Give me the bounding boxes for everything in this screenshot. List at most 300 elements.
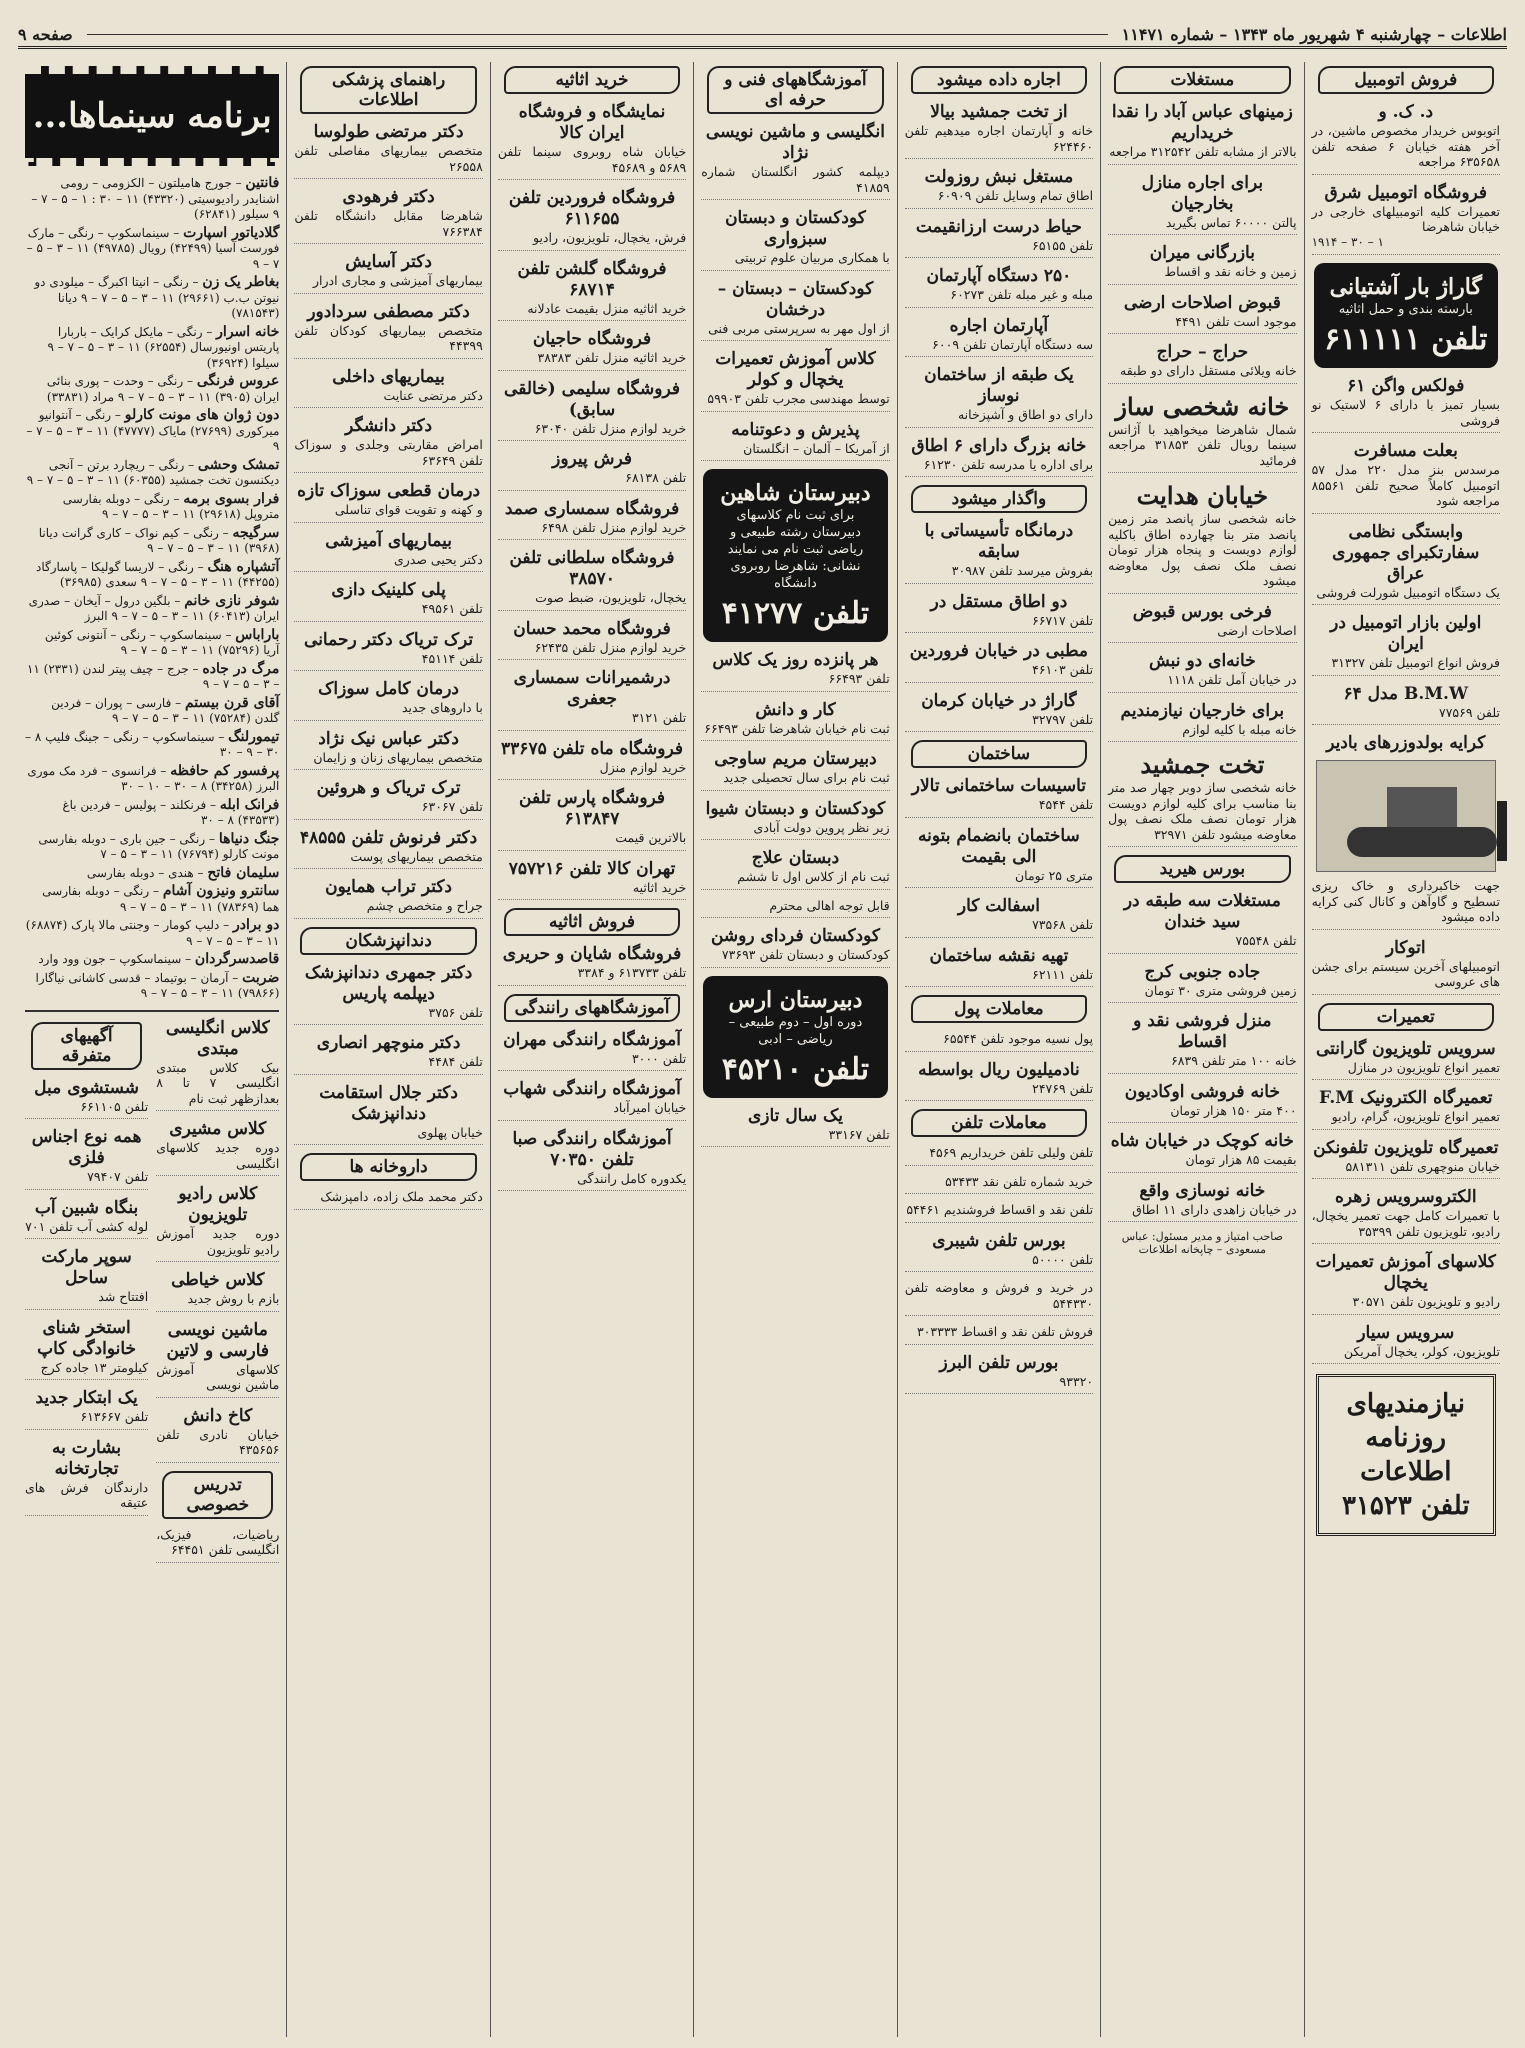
ad-body: بازم با روش جدید: [187, 1291, 280, 1306]
ad-body: تلفن ۴۵۴۴: [1038, 797, 1094, 812]
ad-title: جاده جنوبی کرج: [1144, 961, 1261, 982]
film-title: پرفسور کم حافظه: [170, 762, 280, 779]
classified-ad: [1312, 102, 1500, 175]
ad-body: تعمیر انواع تلویزیون در منازل: [1347, 1059, 1500, 1075]
column-cars: [1304, 62, 1507, 2037]
ad-title: فروشگاه محمد حسان: [513, 618, 671, 639]
classified-ad: [156, 1119, 279, 1176]
classified-ad: [905, 521, 1093, 584]
ad-title: فرخی بورس قبوض: [1132, 601, 1272, 622]
ad-body: در خرید و فروش و معاوضه تلفن ۵۴۴۳۳۰: [904, 1280, 1094, 1311]
ad-body: تلفن ۷۹۴۰۷: [87, 1169, 149, 1184]
ad-body: تلفن ۶۱۳۶۶۷: [80, 1409, 149, 1424]
classified-ad: [701, 650, 889, 692]
classified-ad: [701, 799, 889, 841]
ad-title: مستغل نبش روزولت: [924, 167, 1074, 187]
film-details: – سینماسکوپ – رنگی – مارک فورست آسیا (۴۲۴۹۹) رویال (۴۹۷۸۵) ۱۱ – ۳ – ۵ – ۷ – ۹: [26, 225, 280, 271]
ad-title: دو اطاق مستقل در: [930, 591, 1068, 612]
classified-ad: [498, 859, 686, 901]
ad-title: فروشگاه سمساری صمد: [504, 498, 680, 519]
ad-title: یک ابتکار جدید: [35, 1388, 138, 1408]
film-details: – سینماسکوپ – جون وود وارد: [38, 952, 192, 966]
classified-ad: [498, 548, 686, 611]
ad-body: و کهنه و تقویت قوای تناسلی: [334, 502, 483, 517]
ad-title: بشارت به تجارتخانه: [52, 1437, 122, 1479]
film-details: – هندی – دوبله بفارسی: [86, 865, 204, 880]
ad-body: تلفن ۴۴۸۴: [428, 1054, 483, 1069]
ad-body: خرید اثاثیه منزل بقیمت عادلانه: [527, 300, 687, 316]
classified-ad: [498, 329, 686, 371]
ad-body: امراض مقاربتی وجلدی و سوزاک تلفن ۶۳۶۴۹: [294, 437, 483, 468]
classified-ad: [294, 122, 482, 179]
film-title: دون ژوان های مونت کارلو: [124, 407, 280, 423]
classified-ad: [1108, 1181, 1296, 1223]
film-details: – رنگی – انیتا اکبرگ – میلودی دو نیوتن ب.ب (۲۹۶۶۱) ۱۱ – ۳ – ۵ – ۷ – ۹ دیانا (۷۸۱۵۴۳): [34, 275, 280, 320]
ad-body: متری ۲۵ تومان: [1014, 867, 1094, 883]
ad-body: تلفن ۶۸۱۳۸: [625, 470, 687, 485]
cinema-item: [25, 492, 279, 523]
film-title: قاصدسرگردان: [194, 951, 280, 967]
classified-ad: [294, 963, 482, 1026]
classified-ad: [294, 778, 482, 820]
column-medical: [286, 62, 489, 2037]
ad-title: درمان کامل سوزاک: [318, 679, 459, 699]
ad-code: ۱۹۱۴ – ۳۰ – ۱: [1311, 234, 1384, 249]
classified-ad: [1108, 293, 1296, 335]
classified-ad: [701, 208, 889, 271]
classified-ad: [25, 1388, 148, 1430]
ad-title: سوپر مارکت ساحل: [41, 1247, 132, 1288]
ad-title: بورس تلفن البرز: [939, 1352, 1059, 1373]
cinema-item: [25, 526, 279, 557]
ad-title: حراج – حراج: [1156, 342, 1249, 362]
ad-title: دکتر مرتضی طولوسا: [313, 122, 464, 142]
ad-body: دکتر مرتضی عنایت: [383, 387, 483, 403]
ettelaat-classifieds-promo-box: [1316, 1374, 1496, 1536]
classified-ad: [1108, 392, 1296, 474]
misc-ads-left: [156, 1018, 279, 1571]
cinema-item: [25, 952, 279, 968]
promo-line-1: نیازمندیهای: [1346, 1389, 1466, 1419]
film-details: – فارسی – پوران – فردین گلدن (۷۵۲۸۴) ۱۱ – ۳ – ۵ – ۷ – ۹: [51, 695, 280, 725]
classified-ad: [498, 619, 686, 661]
classified-ad: [905, 826, 1093, 889]
cinema-listing: [25, 176, 279, 1002]
header-rule: [87, 34, 1108, 35]
ad-title: دکتر تراب همایون: [325, 877, 452, 897]
ad-title: برای خارجیان نیازمندیم: [1120, 700, 1285, 721]
ad-body: زمین و خانه نقد و اقساط: [1164, 264, 1297, 279]
classified-ad: [1312, 938, 1500, 995]
ad-title: فروشگاه سلطانی تلفن ۳۸۵۷۰: [509, 548, 675, 589]
ad-body: یکدوره کامل رانندگی: [577, 1170, 687, 1186]
ad-title: دکتر آسایش: [345, 252, 432, 272]
classified-ad: [905, 1060, 1093, 1102]
classified-ad: [905, 592, 1093, 634]
ad-body: تلفن ۳۷۵۶: [428, 1004, 483, 1020]
film-details: – رنگی – مایکل کرایک – باربارا پاریتس اونیورسال (۶۲۵۵۴) ۱۱ – ۳ – ۵ – ۷ – ۹ سیلوا (۳۶۹۲۴): [47, 324, 280, 370]
classified-ad: [1108, 891, 1296, 954]
film-title: خانه اسرار: [216, 323, 280, 340]
ad-title: زمینهای عباس آباد را نقدا خریداریم: [1111, 102, 1293, 143]
classified-ad: [1108, 342, 1296, 384]
section-header-education: آموزشگاههای فنی و حرفه ای: [707, 66, 883, 114]
ad-body: اطاق تمام وسایل تلفن ۶۰۹۰۹: [937, 188, 1094, 203]
film-title: سرگیجه: [232, 524, 280, 541]
classified-ad: [294, 302, 482, 359]
ad-title: دکتر فرنوش تلفن ۴۸۵۵۵: [299, 827, 478, 848]
film-details: – رنگی – جین باری – دوبله بفارسی مونت کارلو (۷۶۷۹۴) ۱۱ – ۳ – ۵ – ۷: [38, 831, 280, 861]
classified-ad: [1108, 602, 1296, 644]
section-header-dentists: دندانپزشکان: [300, 927, 476, 955]
ad-body: تلفن ۳۲۷۹۷: [1032, 711, 1094, 727]
classified-ad: [294, 367, 482, 409]
ad-body: خانه مبله با کلیه لوازم: [1182, 721, 1297, 737]
shahin-high-school-ad-box: [703, 469, 887, 642]
ad-title: اسفالت کار: [957, 896, 1040, 916]
film-details: – سینماسکوپ – رنگی – جینگ فلیپ ۸ – ۳۰ – ۹ – ۳۰: [24, 729, 280, 759]
classified-ad: [1108, 1082, 1296, 1124]
ad-body: مرسدس بنز مدل ۲۲۰ مدل ۵۷ اتومبیل کاملاً صحیح تلفن ۸۵۵۶۱ مراجعه شود: [1311, 462, 1500, 508]
ad-body: تلفن ۴۹۵۶۱: [421, 601, 483, 616]
classified-ad: [905, 1324, 1093, 1345]
ad-body: تعمیر انواع تلویزیون، گرام، رادیو: [1331, 1109, 1500, 1124]
film-title: جنگ دنیاها: [218, 830, 280, 847]
classified-ad: [25, 1127, 148, 1190]
classified-ad: [294, 679, 482, 721]
classified-ad: [1108, 750, 1296, 847]
section-header-repairs: تعمیرات: [1318, 1003, 1494, 1031]
ad-title: کرایه بولدوزرهای بادیر: [1326, 733, 1486, 753]
ad-title: کلاسهای آموزش تعمیرات یخچال: [1315, 1252, 1496, 1293]
classified-ad: [156, 1184, 279, 1262]
classified-ad: [701, 420, 889, 462]
ad-title: فولکس واگن ۶۱: [1347, 376, 1465, 396]
classified-ad: [294, 416, 482, 473]
ad-title: کودکستان و دبستان شیوا: [705, 798, 886, 819]
film-title: گلادیاتور اسپارت: [183, 224, 280, 241]
film-title: باراباس: [235, 626, 280, 643]
classified-ad: [498, 188, 686, 251]
ad-title: ترک تریاک دکتر رحمانی: [304, 629, 474, 650]
ad-title: آپارتمان اجاره: [949, 315, 1049, 336]
ad-body: خیابان امیرآباد: [613, 1100, 687, 1115]
film-details: – دلیپ کومار – وجنتی مالا پارک (۶۸۸۷۴) ۱۱ – ۳ – ۵ – ۷ – ۹: [25, 918, 280, 948]
classified-ad: [701, 349, 889, 412]
film-title: دو برادر: [233, 917, 280, 933]
ad-body: بیک کلاس مبتدی انگلیسی ۷ تا ۸ بعدازظهر ثبت نام: [156, 1059, 280, 1106]
classified-ad: [701, 700, 889, 742]
ad-title: برای اجاره منازل بخارجیان: [1141, 172, 1264, 214]
classified-ad: [25, 1198, 148, 1240]
ad-body: تلفن ۶۳۰۶۷: [421, 799, 483, 814]
classified-ad: [1312, 684, 1500, 726]
ad-title: خانه‌ای دو نبش: [1148, 651, 1256, 671]
film-title: آتشپاره هنگ: [207, 558, 280, 575]
ad-title: خانه شخصی ساز: [1115, 391, 1290, 421]
misc-ads-right: [25, 1018, 148, 1571]
ad-body: دارای دو اطاق و آشپزخانه: [957, 407, 1094, 422]
cinema-item: [25, 798, 279, 829]
ad-body: شاهرضا مقابل دانشگاه تلفن ۷۶۶۳۸۴: [294, 208, 483, 239]
classified-ad: [905, 1280, 1093, 1316]
ad-body: تلفن ۶۱۳۷۳۳ و ۳۳۸۴: [577, 965, 687, 980]
classified-ad: [1108, 1131, 1296, 1173]
ad-title: دکتر دانشگر: [345, 416, 433, 436]
ad-body: مبله و غیر مبله تلفن ۶۰۲۷۳: [950, 287, 1094, 302]
section-header-furniture-buy: خرید اثاثیه: [504, 66, 680, 94]
ad-title: خانه فروشی اوکادیون: [1124, 1081, 1280, 1102]
classified-ad: [498, 788, 686, 851]
classified-ad: [1108, 243, 1296, 285]
cinema-item: [25, 884, 279, 915]
ad-body: ریاضیات، فیزیک، انگلیسی تلفن ۶۴۴۵۱: [156, 1526, 280, 1557]
classified-ad: [498, 668, 686, 731]
ad-body: فروش تلفن نقد و اقساط ۳۰۳۳۳۳: [916, 1324, 1094, 1339]
ad-title: اولین بازار اتومبیل در ایران: [1330, 613, 1482, 654]
cinema-item: [25, 226, 279, 273]
ad-title: فروشگاه شایان و حریری: [502, 944, 682, 964]
film-title: فانتین: [245, 175, 280, 191]
ad-title: تخت جمشید: [1140, 750, 1265, 779]
bulldozer-blade-shape: [1497, 801, 1507, 861]
ad-title: کودکستان و دبستان سبزواری: [725, 208, 866, 249]
ad-body: توسط مهندسی مجرب تلفن ۵۹۹۰۳: [707, 391, 890, 406]
ad-title: خانه بزرگ دارای ۶ اطاق: [911, 435, 1087, 456]
classified-ad: [1312, 1323, 1500, 1365]
ad-body: بالاترین قیمت: [615, 830, 687, 845]
bulldozer-cab-shape: [1387, 787, 1457, 827]
ad-body: خرید اثاثیه منزل تلفن ۳۸۳۸۳: [537, 350, 687, 365]
ad-body: تلفن ۶۶۴۹۳: [828, 671, 890, 686]
ad-title: درمانگاه تأسیساتی با سابقه: [924, 521, 1074, 562]
ad-title: دکتر جلال استقامت دندانپزشک: [319, 1082, 458, 1124]
box-subtitle: بارسته بندی و حمل اثاثیه: [1338, 302, 1473, 317]
ad-body: ثبت نام از کلاس اول تا ششم: [737, 869, 890, 884]
classified-ad: [498, 739, 686, 781]
cinema-item: [25, 730, 279, 761]
ad-body: لوله کشی آب تلفن ۷۰۱: [25, 1218, 149, 1234]
section-header-cars: فروش اتومبیل: [1318, 66, 1494, 94]
page-number: صفحه ۹: [18, 24, 73, 44]
ad-body: قابل توجه اهالی محترم: [769, 897, 890, 913]
film-details: – جورج هامیلتون – الکزومی – رومی اشنایدر رادیوسیتی (۴۳۳۲۰) ۱۱ – ۳۰ : ۱ – ۵ – ۷ – ۹ سیلور (۶۲۸۴۱): [31, 176, 280, 221]
ad-body: تلفن ۷۳۵۶۸: [1032, 917, 1094, 932]
column-education: [693, 62, 896, 2037]
ad-body: تلفن ۳۱۲۱: [631, 710, 687, 725]
classified-ad: [905, 1145, 1093, 1166]
ad-body: تعمیرات کلیه اتومبیلهای خارجی در خیابان شاهرضا: [1311, 203, 1500, 234]
ad-body: تلفن ۷۷۵۶۹: [1438, 704, 1500, 720]
classified-ad: [498, 1129, 686, 1192]
ad-body: افتتاح شد: [98, 1289, 149, 1304]
classified-ad: [1312, 1088, 1500, 1130]
ad-body: بیماریهای آمیزشی و مجاری ادرار: [313, 273, 483, 288]
ad-body: متخصص بیماریهای پوست: [350, 848, 483, 864]
classified-ad: [498, 1030, 686, 1072]
column-cinema: [18, 62, 286, 2037]
ad-body: یک دستگاه اتومبیل شورلت فروشی: [1316, 584, 1500, 600]
ad-title: فروشگاه فروردین تلفن ۶۱۱۶۵۵: [508, 188, 676, 229]
ad-body: بسیار تمیز با دارای ۶ لاستیک نو فروشی: [1311, 397, 1501, 428]
ad-title: درمان قطعی سوزاک تازه: [297, 481, 481, 501]
section-header-rentals: اجاره داده میشود: [911, 66, 1087, 94]
film-details: – فرنکلند – پولیس – فردین باغ (۴۳۵۳۳) ۸ – ۳۰: [62, 797, 280, 827]
ad-body: یخچال، تلویزیون، ضبط صوت: [535, 590, 687, 605]
classified-ad: [498, 1079, 686, 1121]
box-title: دبیرستان شاهین: [720, 480, 871, 506]
film-title: سلیمان فاتح: [207, 864, 280, 881]
ad-title: بازرگانی میران: [1149, 243, 1255, 263]
classified-ad: [1312, 376, 1500, 433]
ad-title: شستشوی مبل: [34, 1077, 139, 1098]
classified-ad: [156, 1018, 279, 1112]
ad-title: یک طبقه از ساختمان نوساز: [924, 365, 1074, 406]
ad-body: خرید لوازم منزل تلفن ۶۴۹۸: [541, 519, 687, 535]
ad-body: خیابان منوچهری تلفن ۵۸۱۳۱۱: [1345, 1158, 1500, 1174]
box-phone: تلفن ۶۱۱۱۱۱: [1324, 322, 1488, 357]
ad-body: خیابان شاه روبروی سینما تلفن ۵۶۸۹ و ۴۵۶۸۹: [497, 144, 687, 175]
cinema-item: [25, 866, 279, 882]
film-title: فرار بسوی برمه: [183, 490, 280, 507]
section-header-pharmacies: داروخانه ها: [300, 1153, 476, 1181]
ad-body: خیابان نادری تلفن ۴۳۵۶۵۶: [156, 1426, 280, 1457]
ad-body: پالتن ۶۰۰۰۰ تماس بگیرید: [1165, 214, 1297, 230]
classified-ad: [905, 217, 1093, 259]
ad-title: از تخت جمشید بیالا: [930, 102, 1068, 122]
ad-body: برای اداره یا مدرسه تلفن ۶۱۲۳۰: [923, 456, 1094, 472]
classified-ad: [701, 898, 889, 919]
ad-body: با همکاری مربیان علوم تربیتی: [734, 250, 890, 265]
ad-title: دکتر فرهودی: [342, 187, 435, 207]
classified-ad: [905, 1202, 1093, 1223]
ad-title: بیماریهای داخلی: [332, 366, 445, 387]
film-details: – رنگی – دوبله بفارسی هما (۷۸۳۶۹) ۱۱ – ۳ – ۵ – ۷ – ۹: [42, 884, 280, 914]
ad-title: د. ک. و: [1378, 102, 1434, 122]
classified-ad: [1312, 1187, 1500, 1244]
ad-body: در خیابان آمل تلفن ۱۱۱۸: [1167, 672, 1297, 687]
film-details: – رنگی – آنتوانیو میرکوری (۲۷۶۹۹) مایاک (۴۷۷۷۷) ۱۱ – ۳ – ۵ – ۷ – ۹: [26, 408, 280, 453]
ad-title: B.M.W مدل ۶۴: [1343, 683, 1469, 704]
ad-body: تلفن ۴۵۱۱۴: [421, 650, 483, 666]
classified-ad: [1108, 1011, 1296, 1074]
cinema-item: [25, 458, 279, 489]
classified-ad: [498, 259, 686, 322]
column-furniture: [490, 62, 693, 2037]
ad-body: تلفن ۶۶۱۱۰۵: [80, 1098, 149, 1114]
ad-title: نمایشگاه و فروشگاه ایران کالا: [518, 102, 666, 143]
ad-body: خانه شخصی ساز دوبر چهار صد متر بنا مناسب برای کلیه لوازم دویست هزار تومان نصف ملک نصف پول معاوضه میشود تلفن ۳۲۹۷۱: [1108, 780, 1297, 842]
ad-title: دکتر منوچهر انصاری: [316, 1033, 461, 1053]
classified-ad: [156, 1406, 279, 1463]
ad-title: یک سال تازی: [747, 1105, 843, 1126]
classified-ad: [1312, 522, 1500, 606]
ad-title: کلاس انگلیسی مبتدی: [165, 1017, 270, 1059]
film-title: ضربت: [242, 969, 280, 986]
classified-ad: [701, 749, 889, 791]
classified-ad: [25, 1438, 148, 1516]
box-title: گاراژ بار آشتیانی: [1329, 274, 1482, 300]
ad-body: تلفن نقد و اقساط فروشندیم ۵۴۴۶۱: [906, 1202, 1094, 1217]
ad-body: تلفن ۳۳۱۶۷: [828, 1126, 890, 1142]
ad-title: درشمیرانات سمساری جعفری: [513, 668, 671, 709]
classified-ad: [1312, 183, 1500, 256]
film-details: – رنگی – لاریسا گولیکا – پاسارگاد (۴۴۲۵۵) ۱۱ – ۳ – ۵ – ۷ – ۹ سعدی (۳۶۹۸۵): [35, 559, 280, 589]
classified-ad: [498, 499, 686, 541]
ad-body: ۴۰۰ متر ۱۵۰ هزار تومان: [1170, 1102, 1297, 1118]
ad-title: انگلیسی و ماشین نویسی نژاد: [705, 122, 886, 163]
classified-ad: [905, 1031, 1093, 1052]
classified-ad: [905, 102, 1093, 159]
section-header-private-tutoring: تدریس خصوصی: [162, 1471, 273, 1519]
ad-body: خیابان پهلوی: [417, 1124, 483, 1140]
box-title: دبیرستان ارس: [728, 986, 863, 1013]
classified-ad: [1108, 173, 1296, 236]
ad-title: فروشگاه اتومبیل شرق: [1324, 182, 1488, 203]
classified-ad: [25, 1318, 148, 1381]
ad-body: از آمریکا – آلمان – انگلستان: [743, 440, 890, 456]
film-details: – جرج – چیف پیتر لندن (۲۳۳۱) ۱۱ – ۳ – ۵ – ۷ – ۹: [26, 661, 280, 691]
cinema-item: [25, 662, 279, 693]
ad-title: فروشگاه پارس تلفن ۶۱۳۸۴۷: [519, 788, 666, 829]
ad-title: اتوکار: [1385, 937, 1426, 958]
ad-body: کودکستان و دبستان تلفن ۷۳۶۹۳: [721, 947, 890, 962]
classified-ad: [25, 1078, 148, 1120]
ad-title: کار و دانش: [755, 699, 836, 720]
ad-title: تهیه نقشه ساختمان: [929, 945, 1069, 966]
cinema-item: [25, 918, 279, 949]
ad-body: خرید شماره تلفن نقد ۵۳۴۳۳: [945, 1173, 1094, 1189]
classified-ad: [701, 1106, 889, 1148]
ad-title: سرویس تلویزیون گارانتی: [1316, 1038, 1496, 1059]
ad-title: کودکستان – دبستان – درخشان: [717, 278, 874, 320]
ad-title: تعمیرگاه تلویزیون تلفونکن: [1313, 1137, 1499, 1158]
classified-ad: [1108, 651, 1296, 693]
ad-body: کیلومتر ۱۳ جاده کرج: [40, 1359, 149, 1375]
classified-ad: [294, 630, 482, 672]
ad-title: استخر شنای خانوادگی کاپ: [37, 1317, 137, 1359]
ad-body: بفروش میرسد تلفن ۳۰۹۸۷: [951, 563, 1094, 578]
ad-body: تلفن ۶۵۱۵۵: [1032, 237, 1094, 253]
column-rentals: [897, 62, 1100, 2037]
ad-body: دکتر یحیی صدری: [393, 551, 483, 567]
ad-title: بنگاه شبین آب: [34, 1197, 139, 1218]
box-phone: تلفن ۴۱۲۷۷: [721, 596, 870, 631]
film-title: مرگ در جاده: [202, 660, 280, 677]
ad-body: متخصص بیماریهای مفاصلی تلفن ۲۶۵۵۸: [294, 143, 483, 174]
classified-ad: [905, 691, 1093, 733]
ad-body: خرید لوازم منزل: [599, 759, 687, 775]
classified-ad: [905, 266, 1093, 308]
ad-body: کلاسهای آموزش ماشین نویسی: [156, 1361, 280, 1392]
classified-ad: [498, 944, 686, 986]
garage-bar-ad-box: [1314, 263, 1498, 368]
ad-body: با تعمیرات کامل جهت تعمیر یخچال، رادیو، تلویزیون تلفن ۳۵۳۹۹: [1311, 1208, 1500, 1239]
cinema-item: [25, 832, 279, 863]
ad-body: اتوبوس خریدار مخصوص ماشین، در آخر هفته خیابان ۶ صفحه تلفن ۶۳۵۶۵۸ مراجعه: [1311, 123, 1500, 169]
film-title: سانترو ونیزون آشام: [162, 883, 280, 899]
classified-ad: [294, 877, 482, 919]
ad-body: دیپلمه کشور انگلستان شماره ۴۱۸۵۹: [701, 164, 890, 195]
ad-body: دوره جدید آموزش رادیو تلویزیون: [156, 1226, 280, 1257]
cinema-item: [25, 628, 279, 659]
ad-title: آموزشگاه رانندگی صبا تلفن ۷۰۳۵۰: [512, 1128, 672, 1170]
classified-ad: [701, 926, 889, 968]
ad-title: دبیرستان مریم ساوجی: [714, 749, 877, 769]
ad-body: تلفن ۳۰۰۰: [631, 1050, 687, 1066]
ad-body: رادیو و تلویزیون تلفن ۳۰۵۷۱: [1352, 1294, 1500, 1309]
classified-ad: [25, 1247, 148, 1310]
